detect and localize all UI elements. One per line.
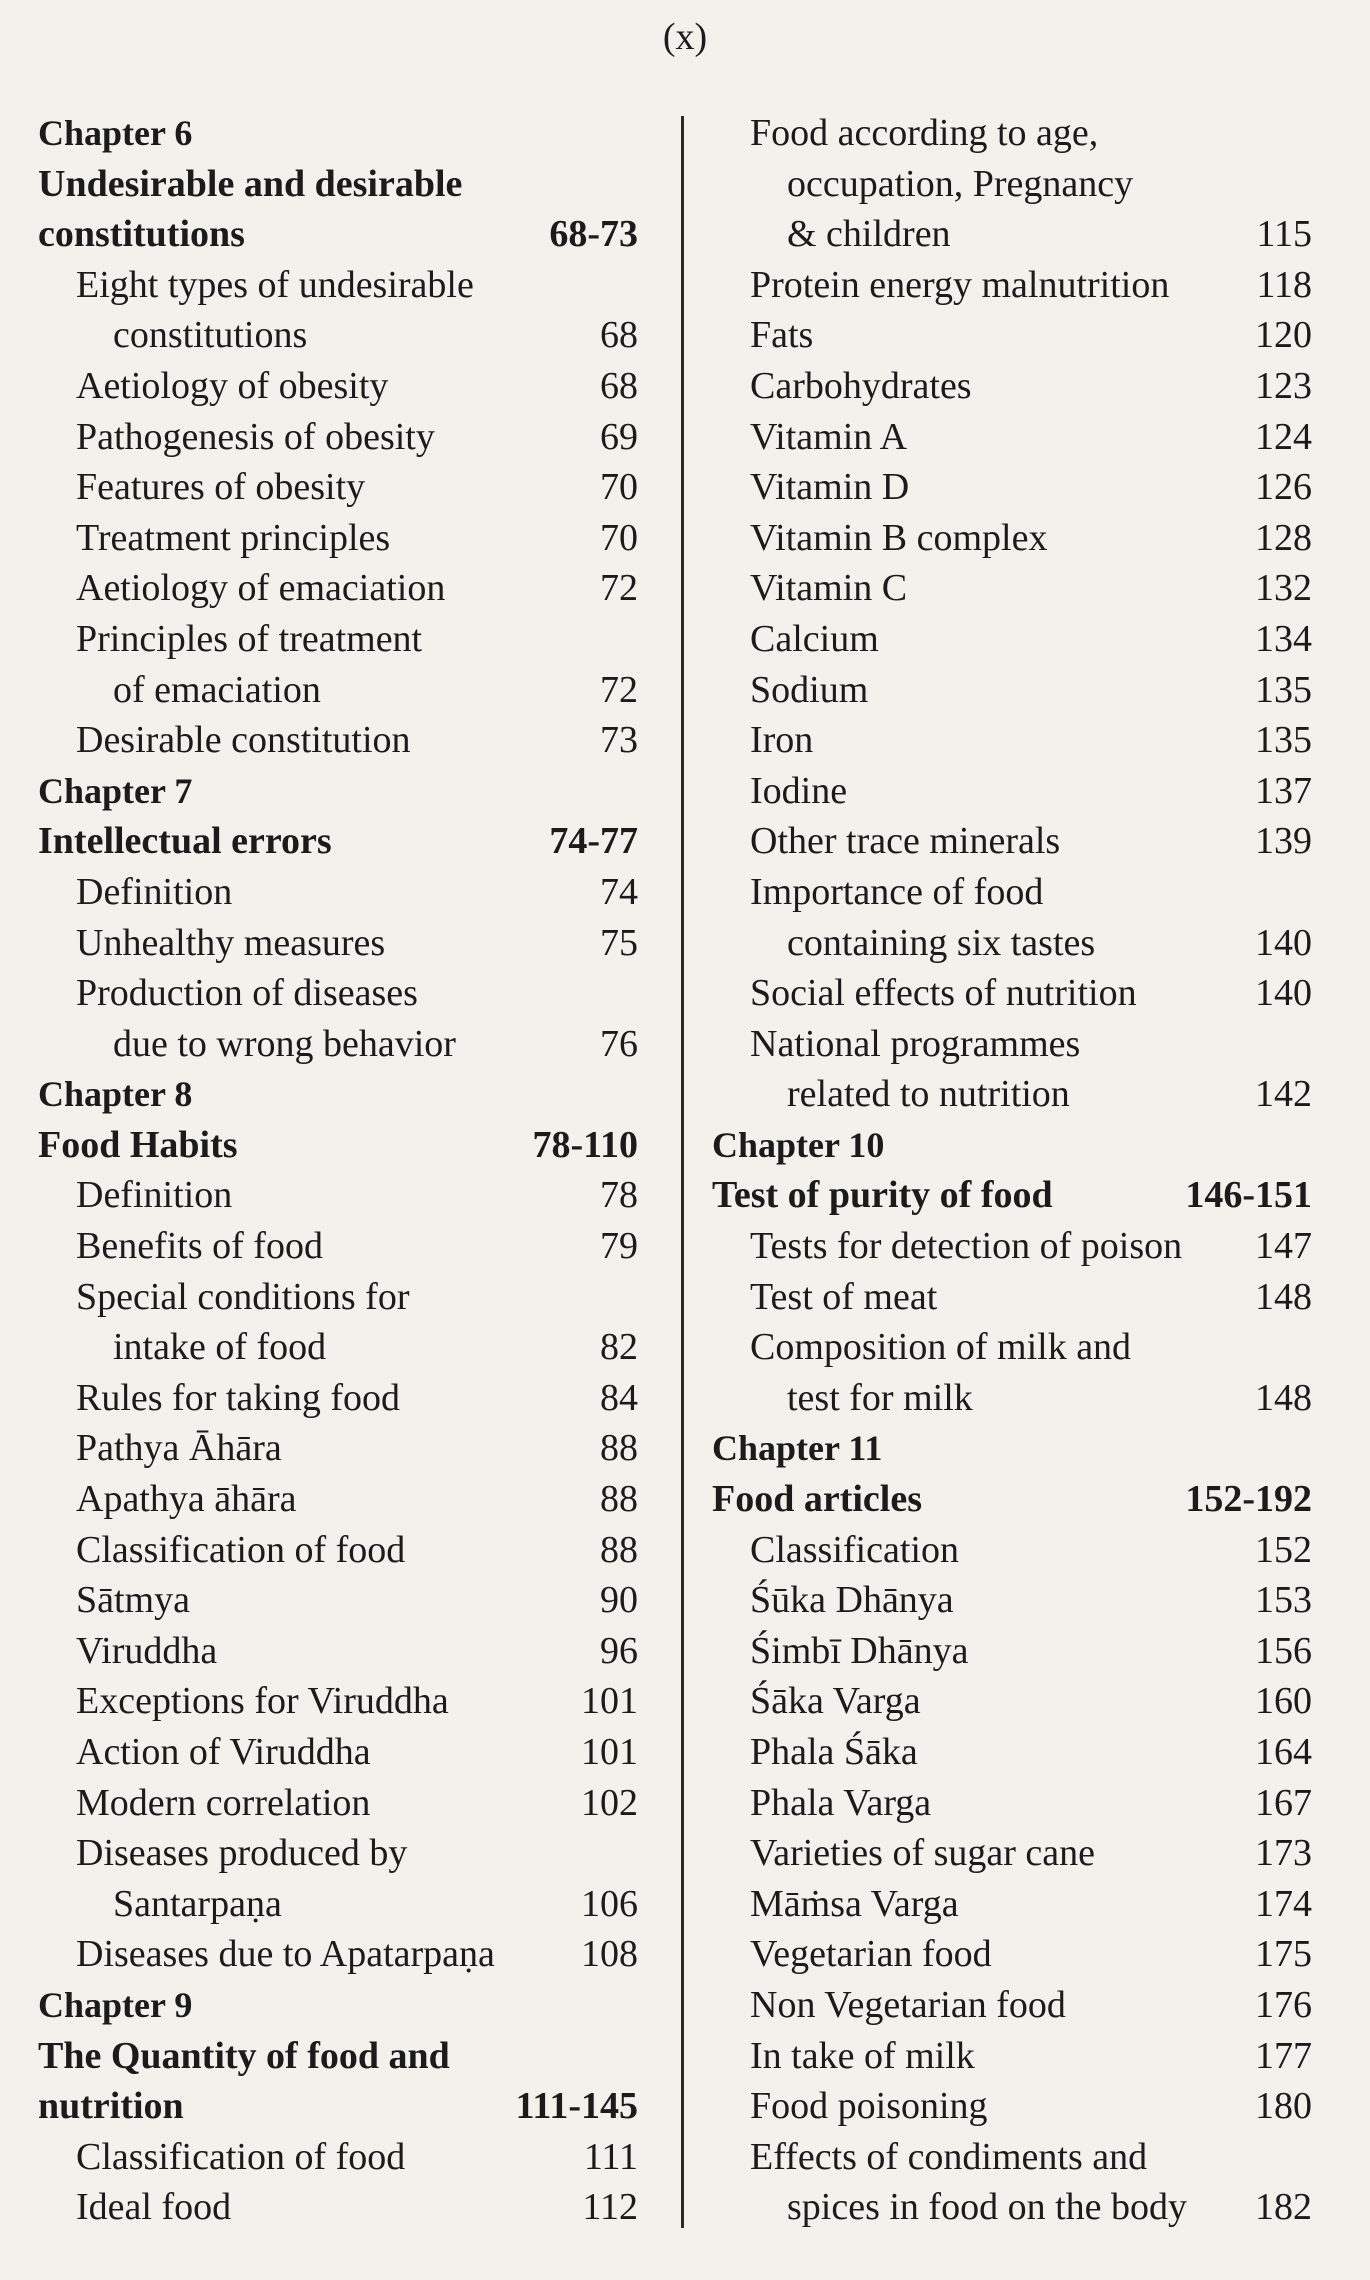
toc-entry <box>712 1019 1312 1070</box>
toc-entry <box>712 108 1312 159</box>
toc-page-number: 69 <box>600 415 638 458</box>
toc-entry <box>38 2182 638 2233</box>
toc-entry-title: Phala Varga <box>750 1781 932 1824</box>
toc-page-number: 120 <box>1255 314 1312 357</box>
toc-entry <box>712 1069 1312 1120</box>
toc-entry-title: Vegetarian food <box>750 1933 992 1976</box>
toc-entry <box>712 867 1312 918</box>
toc-entry <box>38 918 638 969</box>
toc-entry <box>712 1221 1312 1272</box>
toc-entry <box>712 665 1312 716</box>
toc-entry-title: Carbohydrates <box>750 364 972 407</box>
toc-entry-title: Diseases due to Apatarpaṇa <box>76 1933 495 1976</box>
toc-page-number: 74 <box>600 870 638 913</box>
toc-page-number: 68 <box>600 314 638 357</box>
toc-entry-title: Iodine <box>750 769 848 812</box>
toc-entry-title: Composition of milk and <box>750 1326 1132 1369</box>
toc-entry-title: spices in food on the body <box>787 2186 1188 2229</box>
toc-entry <box>38 1828 638 1879</box>
toc-entry <box>38 1322 638 1373</box>
toc-page-number: 78 <box>600 1174 638 1217</box>
toc-entry <box>712 1626 1312 1677</box>
toc-page-number: 173 <box>1255 1832 1312 1875</box>
toc-entry <box>712 209 1312 260</box>
toc-entry <box>38 1221 638 1272</box>
toc-page-number: 152-192 <box>1185 1478 1312 1521</box>
toc-page-number: 88 <box>600 1478 638 1521</box>
toc-page-number: 73 <box>600 719 638 762</box>
toc-entry-title: Santarpaṇa <box>113 1882 282 1925</box>
toc-entry <box>712 310 1312 361</box>
toc-entry-title: Exceptions for Viruddha <box>76 1680 449 1723</box>
toc-page-number: 111-145 <box>515 2085 638 2128</box>
toc-entry-title: Phala Śāka <box>750 1731 918 1773</box>
toc-page-number: 140 <box>1255 921 1312 964</box>
toc-entry-title: Chapter 9 <box>38 1984 193 2025</box>
toc-entry <box>38 715 638 766</box>
toc-entry <box>38 260 638 311</box>
toc-left-column <box>38 108 638 2233</box>
chapter-title <box>38 1120 638 1171</box>
toc-entry <box>712 1778 1312 1829</box>
toc-entry-title: Tests for detection of poison <box>750 1225 1183 1268</box>
toc-entry-title: of emaciation <box>113 668 321 711</box>
toc-entry-title: Food Habits <box>38 1123 238 1166</box>
toc-entry-title: Rules for taking food <box>76 1376 401 1419</box>
toc-page-number: 72 <box>600 567 638 610</box>
toc-entry-title: Food articles <box>712 1478 923 1521</box>
toc-entry-title: Benefits of food <box>76 1225 323 1268</box>
toc-entry-title: Viruddha <box>76 1629 218 1672</box>
toc-entry-title: Test of meat <box>750 1275 938 1318</box>
toc-page-number: 148 <box>1255 1376 1312 1419</box>
toc-entry-title: Māṁsa Varga <box>750 1882 959 1925</box>
toc-entry <box>712 614 1312 665</box>
toc-entry-title: Social effects of nutrition <box>750 972 1137 1015</box>
toc-entry-title: Unhealthy measures <box>76 921 386 964</box>
toc-entry <box>712 1727 1312 1778</box>
chapter-title <box>38 209 638 260</box>
toc-entry <box>712 1676 1312 1727</box>
toc-entry-title: Principles of treatment <box>76 617 423 660</box>
chapter-label <box>38 1069 638 1120</box>
toc-entry-title: intake of food <box>113 1326 327 1369</box>
toc-entry-title: Aetiology of obesity <box>76 364 389 407</box>
toc-entry-title: Iron <box>750 719 814 762</box>
toc-entry <box>712 159 1312 210</box>
toc-entry-title: & children <box>787 213 951 256</box>
toc-entry <box>712 513 1312 564</box>
toc-entry-title: Effects of condiments and <box>750 2135 1148 2178</box>
toc-entry-title: Classification of food <box>76 1528 406 1571</box>
toc-page-number: 115 <box>1256 213 1312 256</box>
toc-page-number: 74-77 <box>549 820 638 863</box>
toc-entry <box>38 2132 638 2183</box>
toc-page-number: 96 <box>600 1629 638 1672</box>
toc-entry-title: Protein energy malnutrition <box>750 263 1170 306</box>
toc-entry <box>38 462 638 513</box>
toc-entry-title: Undesirable and desirable <box>38 162 463 205</box>
toc-entry <box>712 1879 1312 1930</box>
toc-entry <box>712 816 1312 867</box>
toc-entry-title: Ideal food <box>76 2186 232 2229</box>
toc-entry-title: Intellectual errors <box>38 820 332 863</box>
toc-entry <box>712 2081 1312 2132</box>
toc-entry <box>38 1474 638 1525</box>
toc-entry-title: Food according to age, <box>750 112 1099 154</box>
toc-entry <box>38 310 638 361</box>
toc-page-number: 152 <box>1255 1528 1312 1571</box>
toc-entry-title: Vitamin D <box>750 466 910 509</box>
toc-entry-title: Desirable constitution <box>76 719 411 762</box>
toc-entry <box>38 1879 638 1930</box>
toc-entry <box>38 1019 638 1070</box>
toc-page-number: 106 <box>581 1882 638 1925</box>
toc-page-number: 124 <box>1255 415 1312 458</box>
toc-page-number: 175 <box>1255 1933 1312 1976</box>
toc-page-number: 174 <box>1255 1882 1312 1925</box>
toc-entry-title: Chapter 11 <box>712 1428 883 1469</box>
chapter-title <box>38 816 638 867</box>
chapter-title <box>38 2031 638 2082</box>
toc-page-number: 167 <box>1255 1781 1312 1824</box>
toc-entry <box>712 766 1312 817</box>
toc-page-number: 72 <box>600 668 638 711</box>
toc-entry-title: Classification of food <box>76 2135 406 2178</box>
toc-entry <box>38 867 638 918</box>
toc-entry-title: Calcium <box>750 617 879 660</box>
toc-entry <box>712 715 1312 766</box>
toc-entry <box>712 563 1312 614</box>
toc-entry <box>38 665 638 716</box>
toc-entry-title: Chapter 6 <box>38 113 193 153</box>
toc-entry-title: Features of obesity <box>76 466 366 509</box>
toc-page-number: 101 <box>581 1731 638 1773</box>
toc-entry-title: Fats <box>750 314 814 357</box>
toc-entry <box>712 361 1312 412</box>
toc-entry <box>38 1727 638 1778</box>
toc-entry-title: occupation, Pregnancy <box>787 162 1134 205</box>
toc-entry-title: Vitamin B complex <box>750 516 1048 559</box>
chapter-label <box>712 1423 1312 1474</box>
toc-entry-title: Other trace minerals <box>750 820 1061 863</box>
toc-entry <box>38 1575 638 1626</box>
toc-entry-title: Chapter 10 <box>712 1124 885 1165</box>
chapter-title <box>712 1474 1312 1525</box>
toc-page-number: 140 <box>1255 972 1312 1015</box>
toc-entry <box>38 1525 638 1576</box>
toc-entry-title: Food poisoning <box>750 2085 988 2128</box>
toc-page-number: 123 <box>1255 364 1312 407</box>
toc-page-number: 90 <box>600 1579 638 1622</box>
toc-entry <box>38 1626 638 1677</box>
toc-entry-title: Pathogenesis of obesity <box>76 415 435 458</box>
toc-page-number: 160 <box>1255 1680 1312 1723</box>
chapter-label <box>38 1980 638 2031</box>
chapter-title <box>712 1170 1312 1221</box>
toc-entry-title: National programmes <box>750 1022 1081 1065</box>
chapter-label <box>712 1120 1312 1171</box>
toc-page-number: 82 <box>600 1326 638 1369</box>
page-number: (x) <box>662 16 708 58</box>
toc-entry-title: constitutions <box>113 314 308 357</box>
chapter-title <box>38 159 638 210</box>
toc-page-number: 84 <box>600 1376 638 1419</box>
toc-entry-title: due to wrong behavior <box>113 1022 456 1065</box>
toc-entry-title: Śūka Dhānya <box>750 1579 954 1622</box>
toc-page-number: 180 <box>1255 2085 1312 2128</box>
toc-entry <box>712 1929 1312 1980</box>
toc-page-number: 101 <box>581 1680 638 1723</box>
toc-entry-title: Definition <box>76 870 233 913</box>
toc-entry-title: Classification <box>750 1528 959 1571</box>
toc-page-number: 108 <box>581 1933 638 1976</box>
toc-entry <box>712 1575 1312 1626</box>
toc-entry <box>38 513 638 564</box>
toc-page-number: 153 <box>1255 1579 1312 1622</box>
toc-entry-title: Śāka Varga <box>750 1680 921 1723</box>
toc-entry-title: Apathya āhāra <box>76 1478 297 1521</box>
toc-entry <box>38 968 638 1019</box>
toc-page-number: 164 <box>1255 1731 1312 1773</box>
column-divider <box>681 116 684 2228</box>
toc-entry <box>712 260 1312 311</box>
toc-entry-title: Varieties of sugar cane <box>750 1832 1096 1875</box>
toc-entry <box>712 412 1312 463</box>
toc-entry-title: Treatment principles <box>76 516 391 559</box>
toc-page-number: 142 <box>1255 1073 1312 1116</box>
toc-entry <box>38 1929 638 1980</box>
toc-entry-title: Chapter 7 <box>38 770 193 811</box>
toc-page-number: 70 <box>600 466 638 509</box>
toc-entry-title: related to nutrition <box>787 1073 1070 1116</box>
toc-page-number: 137 <box>1255 769 1312 812</box>
toc-entry-title: nutrition <box>38 2085 184 2128</box>
toc-entry <box>712 1980 1312 2031</box>
toc-page-number: 68 <box>600 364 638 407</box>
toc-entry <box>712 2132 1312 2183</box>
chapter-title <box>38 2081 638 2132</box>
toc-entry <box>712 2031 1312 2082</box>
toc-entry <box>712 1828 1312 1879</box>
toc-entry-title: Aetiology of emaciation <box>76 567 446 610</box>
toc-entry-title: Sātmya <box>76 1579 190 1622</box>
toc-page-number: 132 <box>1255 567 1312 610</box>
toc-entry <box>38 614 638 665</box>
toc-page-number: 102 <box>581 1781 638 1824</box>
toc-page-number: 111 <box>583 2135 638 2178</box>
toc-entry-title: constitutions <box>38 213 245 256</box>
toc-entry-title: Diseases produced by <box>76 1832 408 1875</box>
toc-entry <box>38 1170 638 1221</box>
toc-page-number: 79 <box>600 1225 638 1268</box>
toc-entry-title: Chapter 8 <box>38 1074 193 1115</box>
toc-entry-title: In take of milk <box>750 2034 975 2077</box>
toc-page-number: 176 <box>1255 1983 1312 2026</box>
toc-page-number: 68-73 <box>549 213 638 256</box>
toc-page-number: 182 <box>1255 2186 1312 2229</box>
toc-entry-title: Definition <box>76 1174 233 1217</box>
toc-page-number: 75 <box>600 921 638 964</box>
toc-entry-title: Test of purity of food <box>712 1174 1053 1217</box>
toc-page-number: 134 <box>1255 617 1312 660</box>
toc-entry <box>712 1272 1312 1323</box>
toc-entry-title: Production of diseases <box>76 972 418 1015</box>
toc-entry <box>38 1373 638 1424</box>
toc-entry <box>712 918 1312 969</box>
toc-page-number: 177 <box>1255 2034 1312 2077</box>
toc-entry-title: Sodium <box>750 668 869 711</box>
toc-entry <box>712 1373 1312 1424</box>
toc-entry-title: Pathya Āhāra <box>76 1427 282 1470</box>
toc-entry <box>38 1778 638 1829</box>
toc-entry <box>712 462 1312 513</box>
toc-page-number: 135 <box>1255 719 1312 762</box>
toc-entry-title: containing six tastes <box>787 921 1096 964</box>
chapter-label <box>38 766 638 817</box>
toc-entry <box>38 361 638 412</box>
toc-page-number: 128 <box>1255 516 1312 559</box>
toc-entry-title: Importance of food <box>750 870 1044 913</box>
toc-entry <box>38 1676 638 1727</box>
toc-page-number: 88 <box>600 1427 638 1470</box>
toc-page-number: 126 <box>1255 466 1312 509</box>
toc-page-number: 88 <box>600 1528 638 1571</box>
toc-entry <box>38 412 638 463</box>
toc-entry-title: Action of Viruddha <box>76 1731 371 1773</box>
toc-page-number: 70 <box>600 516 638 559</box>
toc-page-number: 78-110 <box>532 1123 638 1166</box>
toc-entry-title: Vitamin C <box>750 567 908 610</box>
toc-entry <box>38 563 638 614</box>
toc-page-number: 146-151 <box>1185 1174 1312 1217</box>
toc-page-number: 147 <box>1255 1225 1312 1268</box>
toc-entry-title: The Quantity of food and <box>38 2034 450 2077</box>
toc-entry-title: Śimbī Dhānya <box>750 1629 969 1672</box>
toc-entry-title: test for milk <box>787 1376 973 1419</box>
toc-entry <box>712 2182 1312 2233</box>
toc-entry <box>712 1322 1312 1373</box>
toc-entry-title: Vitamin A <box>750 415 908 458</box>
toc-entry-title: Non Vegetarian food <box>750 1983 1066 2026</box>
toc-page-number: 156 <box>1255 1629 1312 1672</box>
toc-page-number: 148 <box>1255 1275 1312 1318</box>
toc-page-number: 135 <box>1255 668 1312 711</box>
toc-page-number: 118 <box>1256 263 1312 306</box>
toc-entry-title: Modern correlation <box>76 1781 371 1824</box>
toc-entry-title: Eight types of undesirable <box>76 263 474 306</box>
toc-right-column <box>712 108 1312 2233</box>
toc-entry-title: Special conditions for <box>76 1275 410 1318</box>
toc-entry <box>712 1525 1312 1576</box>
toc-entry <box>38 1423 638 1474</box>
toc-page-number: 112 <box>582 2186 638 2229</box>
toc-entry <box>38 1272 638 1323</box>
chapter-label <box>38 108 638 159</box>
toc-entry <box>712 968 1312 1019</box>
toc-page-number: 76 <box>600 1022 638 1065</box>
toc-page-number: 139 <box>1255 820 1312 863</box>
